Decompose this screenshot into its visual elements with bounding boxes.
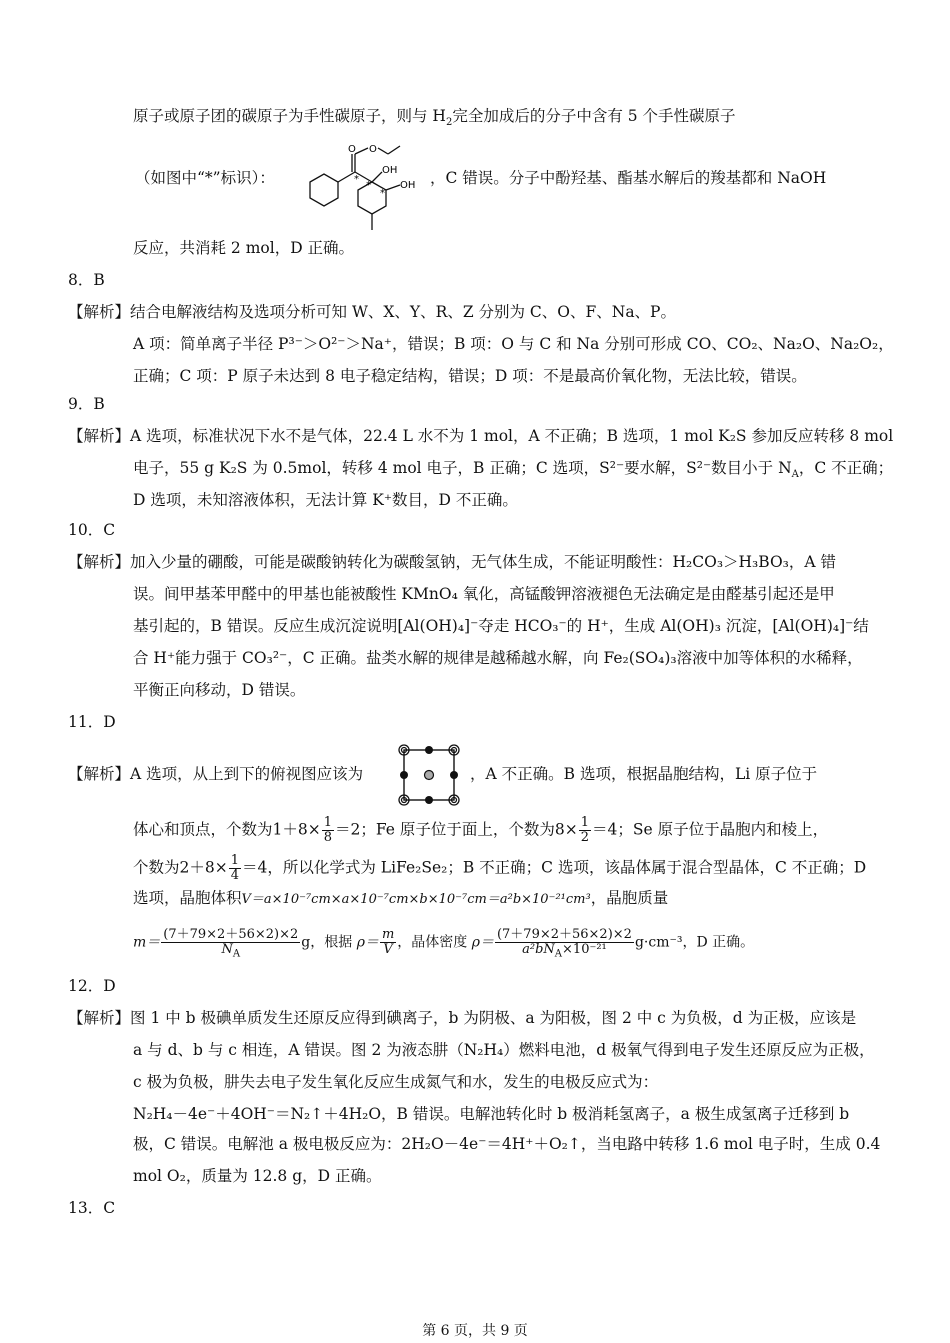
q10-line-3: 基引起的，B 错误。反应生成沉淀说明[Al(OH)₄]⁻夺走 HCO₃⁻的 H⁺，生成 Al(OH)₃ 沉淀，[Al(OH)₄]⁻结 xyxy=(133,617,869,635)
q11-line-5: m＝ $\frac{(7+79\times 2+56\times 2)\times 2}{N_A}$ g，根据 ρ＝ $\frac{m}{V}$ ，晶体密度 ρ＝ $\frac{(7+79\times 2+56\times 2)\times 2}{a^2bN_A\times 10^{-21}}$ g·cm⁻³，D 正确。 xyxy=(133,927,755,960)
q11-analysis-a: 【解析】A 选项，从上到下的俯视图应该为 xyxy=(68,765,364,783)
q12-line-6: mol O₂，质量为 12.8 g，D 正确。 xyxy=(133,1167,382,1185)
label-o1: O xyxy=(348,144,356,155)
q12-line-2: a 与 d、b 与 c 相连，A 错误。图 2 为液态肼（N₂H₄）燃料电池，d 极氧气得到电子发生还原反应为正极， xyxy=(133,1041,875,1059)
label-oh1: OH xyxy=(382,165,398,176)
q8-analysis: 【解析】结合电解液结构及选项分析可知 W、X、Y、R、Z 分别为 C、O、F、Na、P。 xyxy=(68,303,676,321)
top-view-diagram xyxy=(396,742,462,808)
q11-line-3: 个数为2＋8× $\frac{1}{4}$ ＝4，所以化学式为 LiFe₂Se₂；B 不正确；C 选项，该晶体属于混合型晶体，C 不正确；D xyxy=(133,853,867,883)
q7-line-1: 原子或原子团的碳原子为手性碳原子，则与 $H_2$完全加成后的分子中含有 5 个手性碳原子 xyxy=(133,107,736,129)
label-oh2: OH xyxy=(400,180,416,191)
q7-line-2a: （如图中“*”标识）： xyxy=(135,169,275,187)
q11-answer: 11．D xyxy=(68,713,116,731)
q12-line-5: 极，C 错误。电解池 a 极电极反应为：2H₂O－4e⁻＝4H⁺＋O₂↑，当电路中转移 1.6 mol 电子时，生成 0.4 xyxy=(133,1135,881,1153)
q8-answer: 8．B xyxy=(68,271,105,289)
q11-line-2: 体心和顶点，个数为1＋8× $\frac{1}{8}$ ＝2；Fe 原子位于面上，个数为8× $\frac{1}{2}$ ＝4；Se 原子位于晶胞内和棱上， xyxy=(133,815,829,845)
q10-line-4: 合 H⁺能力强于 CO₃²⁻，C 正确。盐类水解的规律是越稀越水解，向 Fe₂(SO₄)₃溶液中加等体积的水稀释， xyxy=(133,649,863,667)
q10-analysis: 【解析】加入少量的硼酸，可能是碳酸钠转化为碳酸氢钠，无气体生成，不能证明酸性：H₂CO₃＞H₃BO₃，A 错 xyxy=(68,553,836,571)
page-footer: 第 6 页，共 9 页 xyxy=(422,1323,528,1339)
chiral-structure-diagram xyxy=(300,140,430,235)
q9-line-2: 电子，55 g K₂S 为 0.5mol，转移 4 mol 电子，B 正确；C 选项，S²⁻要水解，S²⁻数目小于 $N_A$，C 不正确； xyxy=(133,459,894,481)
q8-line-3: 正确；C 项：P 原子未达到 8 电子稳定结构，错误；D 项：不是最高价氧化物，无法比较，错误。 xyxy=(133,367,807,385)
q7-line-3: 反应，共消耗 2 mol，D 正确。 xyxy=(133,239,355,257)
q9-analysis: 【解析】A 选项，标准状况下水不是气体，22.4 L 水不为 1 mol，A 不正确；B 选项，1 mol K₂S 参加反应转移 8 mol xyxy=(68,427,894,445)
q8-line-2: A 项：简单离子半径 P³⁻＞O²⁻＞Na⁺，错误；B 项：O 与 C 和 Na 分别可形成 CO、CO₂、Na₂O、Na₂O₂， xyxy=(133,335,894,353)
q10-line-5: 平衡正向移动，D 错误。 xyxy=(133,681,306,699)
q7-line-2b: ，C 错误。分子中酚羟基、酯基水解后的羧基都和 NaOH xyxy=(430,169,827,187)
q9-answer: 9．B xyxy=(68,395,105,413)
q11-line-4: 选项，晶胞体积V＝a×10⁻⁷cm×a×10⁻⁷cm×b×10⁻⁷cm＝a²b×10⁻²¹cm³，晶胞质量 xyxy=(133,889,669,907)
label-o2: O xyxy=(369,144,377,155)
chiral-star-1: * xyxy=(354,174,359,185)
chiral-star-3: * xyxy=(380,188,385,199)
q13-answer: 13．C xyxy=(68,1199,116,1217)
q10-line-2: 误。间甲基苯甲醛中的甲基也能被酸性 KMnO₄ 氧化，高锰酸钾溶液褪色无法确定是由醛基引起还是甲 xyxy=(133,585,835,603)
q12-answer: 12．D xyxy=(68,977,116,995)
chiral-star-2: * xyxy=(366,180,371,191)
q11-analysis-b: ，A 不正确。B 选项，根据晶胞结构，Li 原子位于 xyxy=(470,765,818,783)
q12-line-3: c 极为负极，肼失去电子发生氧化反应生成氮气和水，发生的电极反应式为： xyxy=(133,1073,659,1091)
q12-line-4: N₂H₄－4e⁻＋4OH⁻＝N₂↑＋4H₂O，B 错误。电解池转化时 b 极消耗氢离子，a 极生成氢离子迁移到 b xyxy=(133,1105,850,1123)
q9-line-3: D 选项，未知溶液体积，无法计算 K⁺数目，D 不正确。 xyxy=(133,491,518,509)
q12-analysis: 【解析】图 1 中 b 极碘单质发生还原反应得到碘离子，b 为阴极、a 为阳极，图 2 中 c 为负极，d 为正极，应该是 xyxy=(68,1009,857,1027)
q10-answer: 10．C xyxy=(68,521,116,539)
